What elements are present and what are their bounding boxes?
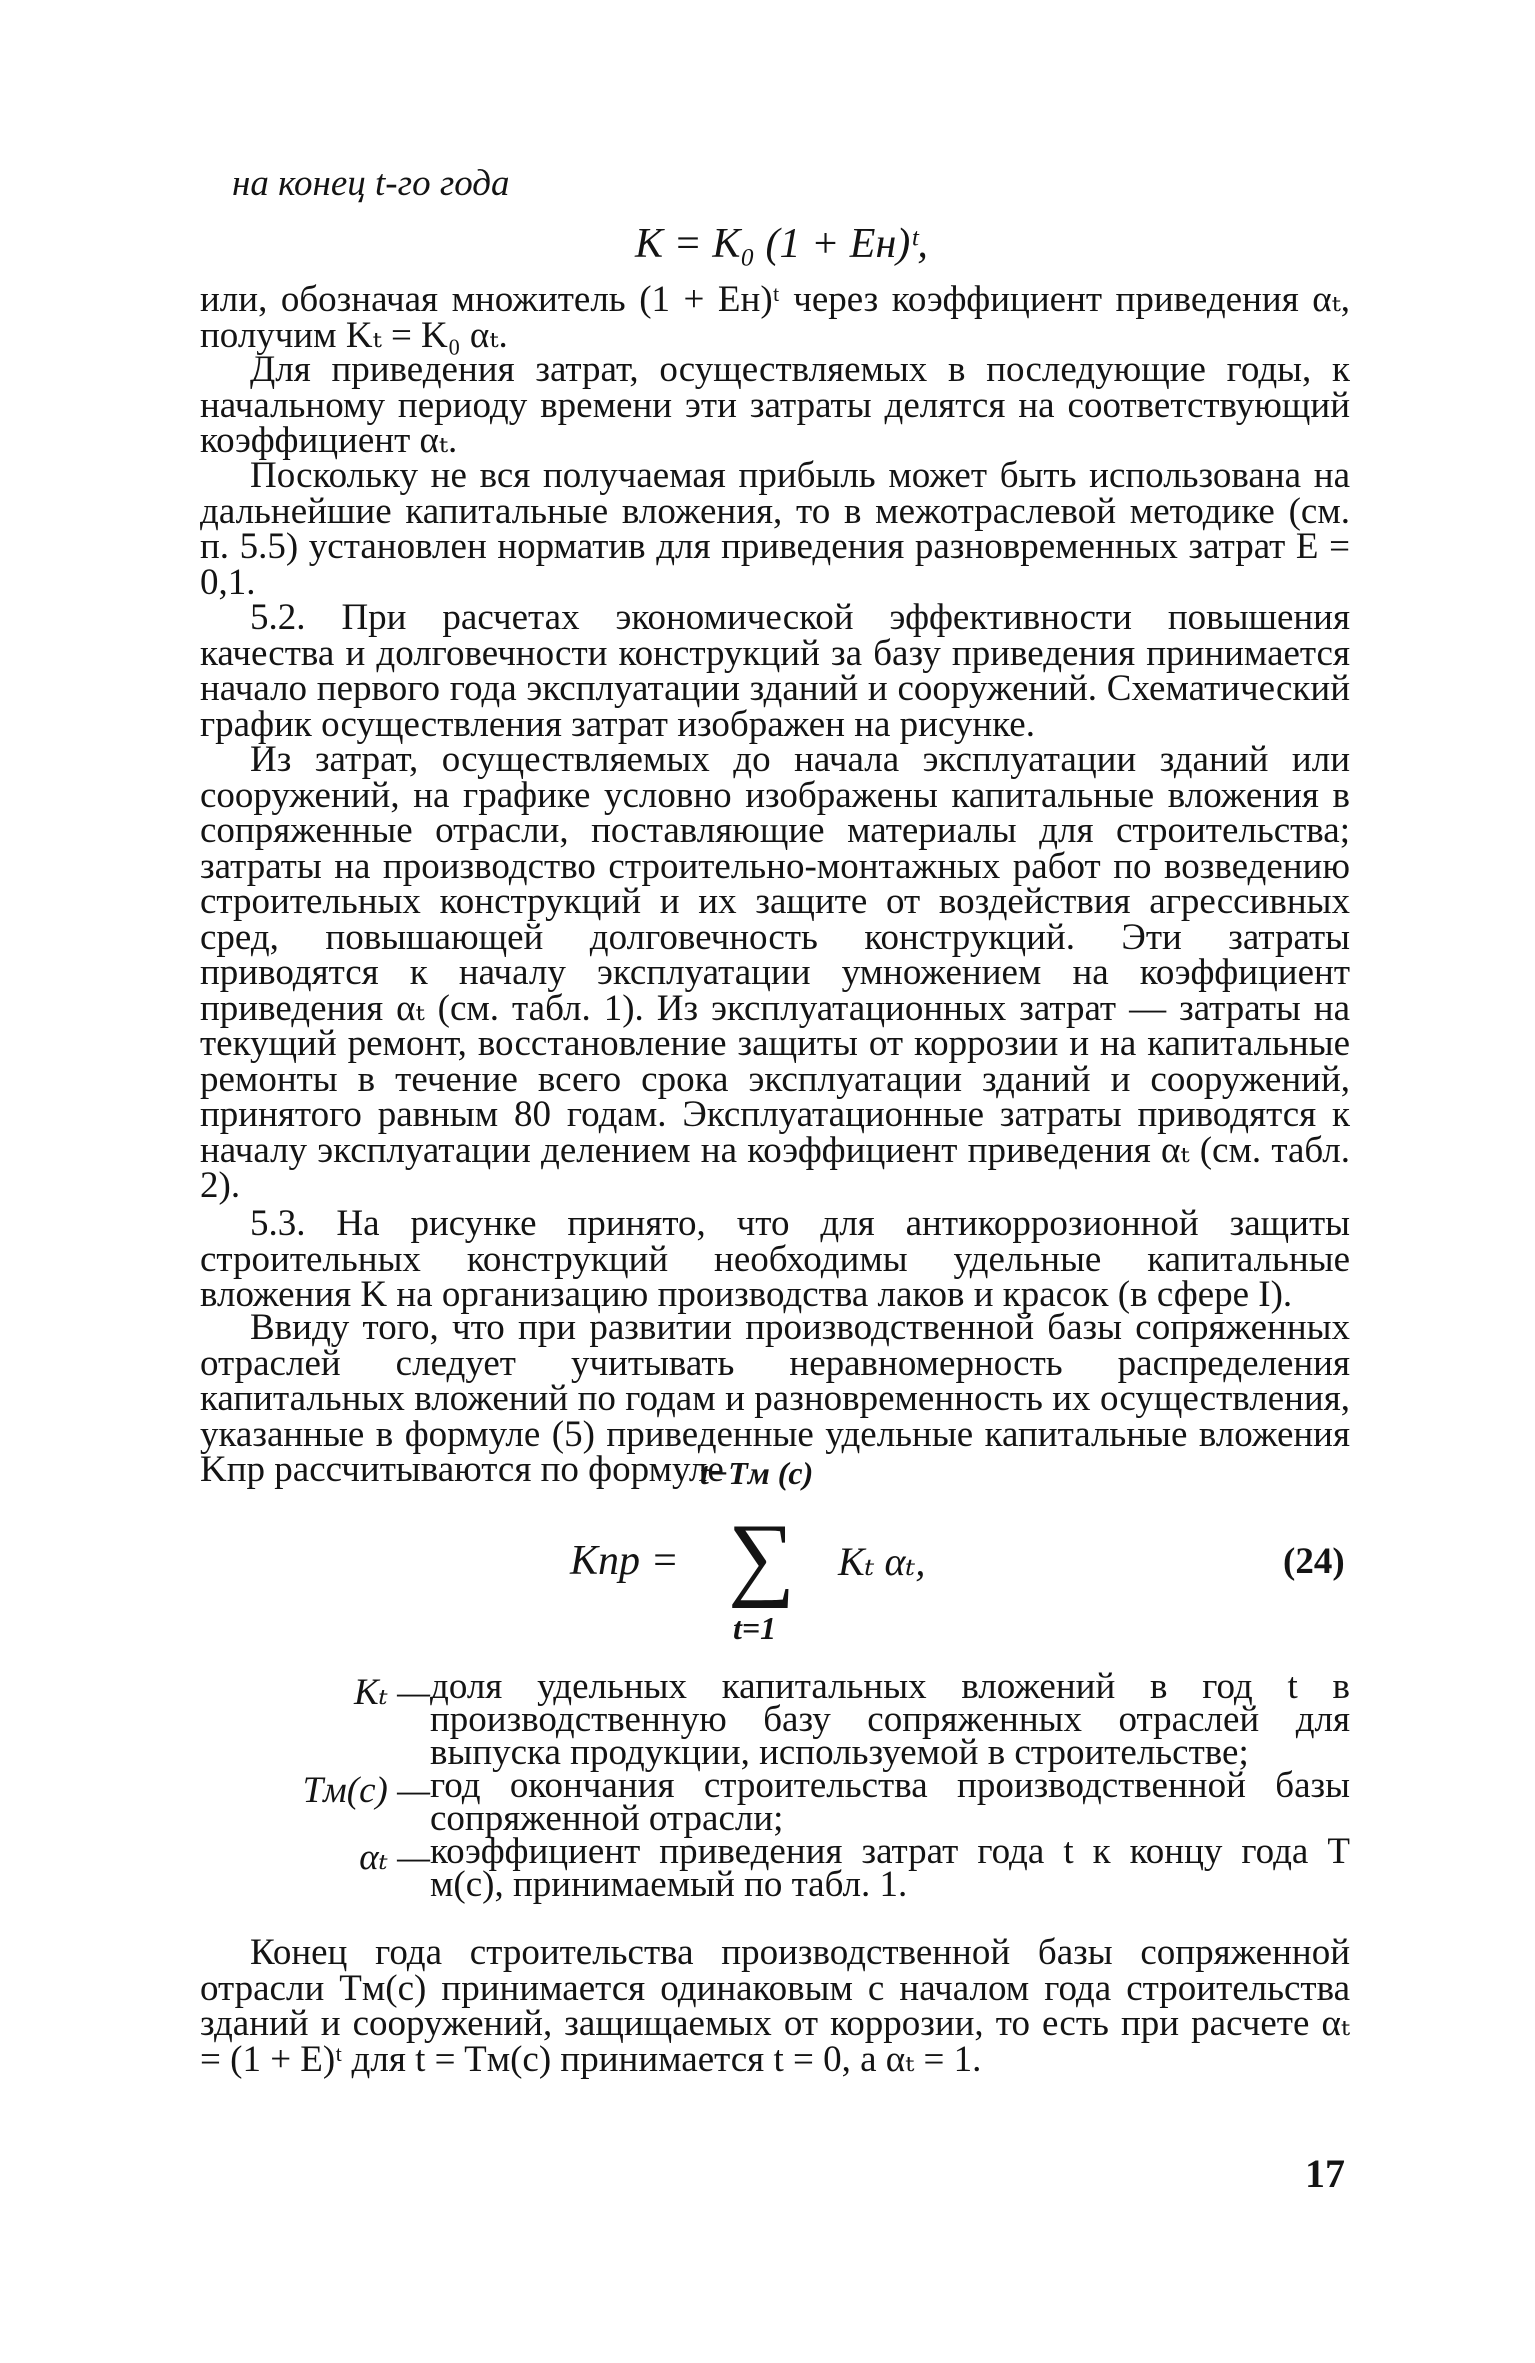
paragraph-2: Для приведения затрат, осуществляемых в последующие годы, к начальному периоду времени эти затраты делятся на соответствующий коэффициент αₜ.	[200, 349, 1350, 461]
sigma-symbol: ∑	[728, 1505, 796, 1609]
paragraph-3: Поскольку не вся получаемая прибыль может быть использована на дальнейшие капитальные вложения, то в межотраслевой методике (см. п. 5.5) установлен норматив для приведения разновременных затрат E = 0,1.	[200, 455, 1350, 603]
final-paragraph: Конец года строительства производственной базы сопряженной отрасли Tм(с) принимается одинаковым с началом года строительства зданий и сооружений, защищаемых от коррозии, то есть при расчете αₜ = (1 + E)ᵗ для t = Tм(с) принимается t = 0, а αₜ = 1.	[200, 1932, 1350, 2080]
paragraph-6: 5.3. На рисунке принято, что для антикоррозионной защиты строительных конструкций необходимы удельные капитальные вложения K на организацию производства лаков и красок (в сфере I).	[200, 1203, 1350, 1315]
paragraph-5: Из затрат, осуществляемых до начала эксплуатации зданий или сооружений, на графике условно изображены капитальные вложения в сопряженные отрасли, поставляющие материалы для строительства; затраты на производство строительно-монтажных работ по возведению строительных конструкций и их защите от воздействия агрессивных сред, повышающей долговечность конструкций. Эти затраты приводятся к началу эксплуатации умножением на коэффициент приведения αₜ (см. табл. 1). Из эксплуатационных затрат — затраты на текущий ремонт, восстановление защиты от коррозии и на капитальные ремонты в течение всего срока эксплуатации зданий и сооружений, принятого равным 80 годам. Эксплуатационные затраты приводятся к началу эксплуатации делением на коэффициент приведения αₜ (см. табл. 2).	[200, 739, 1350, 1206]
formula-compound: K = K₀ (1 + Eн)ᵗ,	[635, 221, 928, 267]
section-heading: на конец t-го года	[232, 163, 510, 204]
paragraph-7: Ввиду того, что при развитии производственной базы сопряженных отраслей следует учитывать неравномерность распределения капитальных вложений по годам и разновременность их осуществления, указанные в формуле (5) приведенные удельные капитальные вложения Kпр рассчитываются по формуле	[200, 1307, 1350, 1490]
paragraph-1: или, обозначая множитель (1 + Eн)ᵗ через коэффициент приведения αₜ, получим Kₜ = K₀ αₜ.	[200, 279, 1350, 356]
definition-symbol: Tм(с) —	[302, 1770, 430, 1811]
definition-text: коэффициент приведения затрат года t к концу года T м(с), принимаемый по табл. 1.	[430, 1831, 1350, 1905]
sum-term: Kₜ αₜ,	[838, 1539, 926, 1584]
equation-number: (24)	[1283, 1541, 1345, 1582]
paragraph-4: 5.2. При расчетах экономической эффективности повышения качества и долговечности конструкций за базу приведения принимается начало первого года эксплуатации зданий и сооружений. Схематический график осуществления затрат изображен на рисунке.	[200, 597, 1350, 745]
definition-text: доля удельных капитальных вложений в год t в производственную базу сопряженных отраслей для выпуска продукции, используемой в строительстве;	[430, 1666, 1350, 1773]
definition-symbol: αₜ —	[359, 1837, 430, 1878]
page-number: 17	[1305, 2151, 1345, 2196]
sum-upper-limit: t−Tм (с)	[700, 1455, 814, 1491]
definition-text: год окончания строительства производственной базы сопряженной отрасли;	[430, 1765, 1350, 1839]
formula-24-lhs: Kпр =	[570, 1538, 679, 1584]
definition-symbol: Kₜ —	[354, 1672, 430, 1713]
sum-lower-limit: t=1	[733, 1610, 777, 1646]
